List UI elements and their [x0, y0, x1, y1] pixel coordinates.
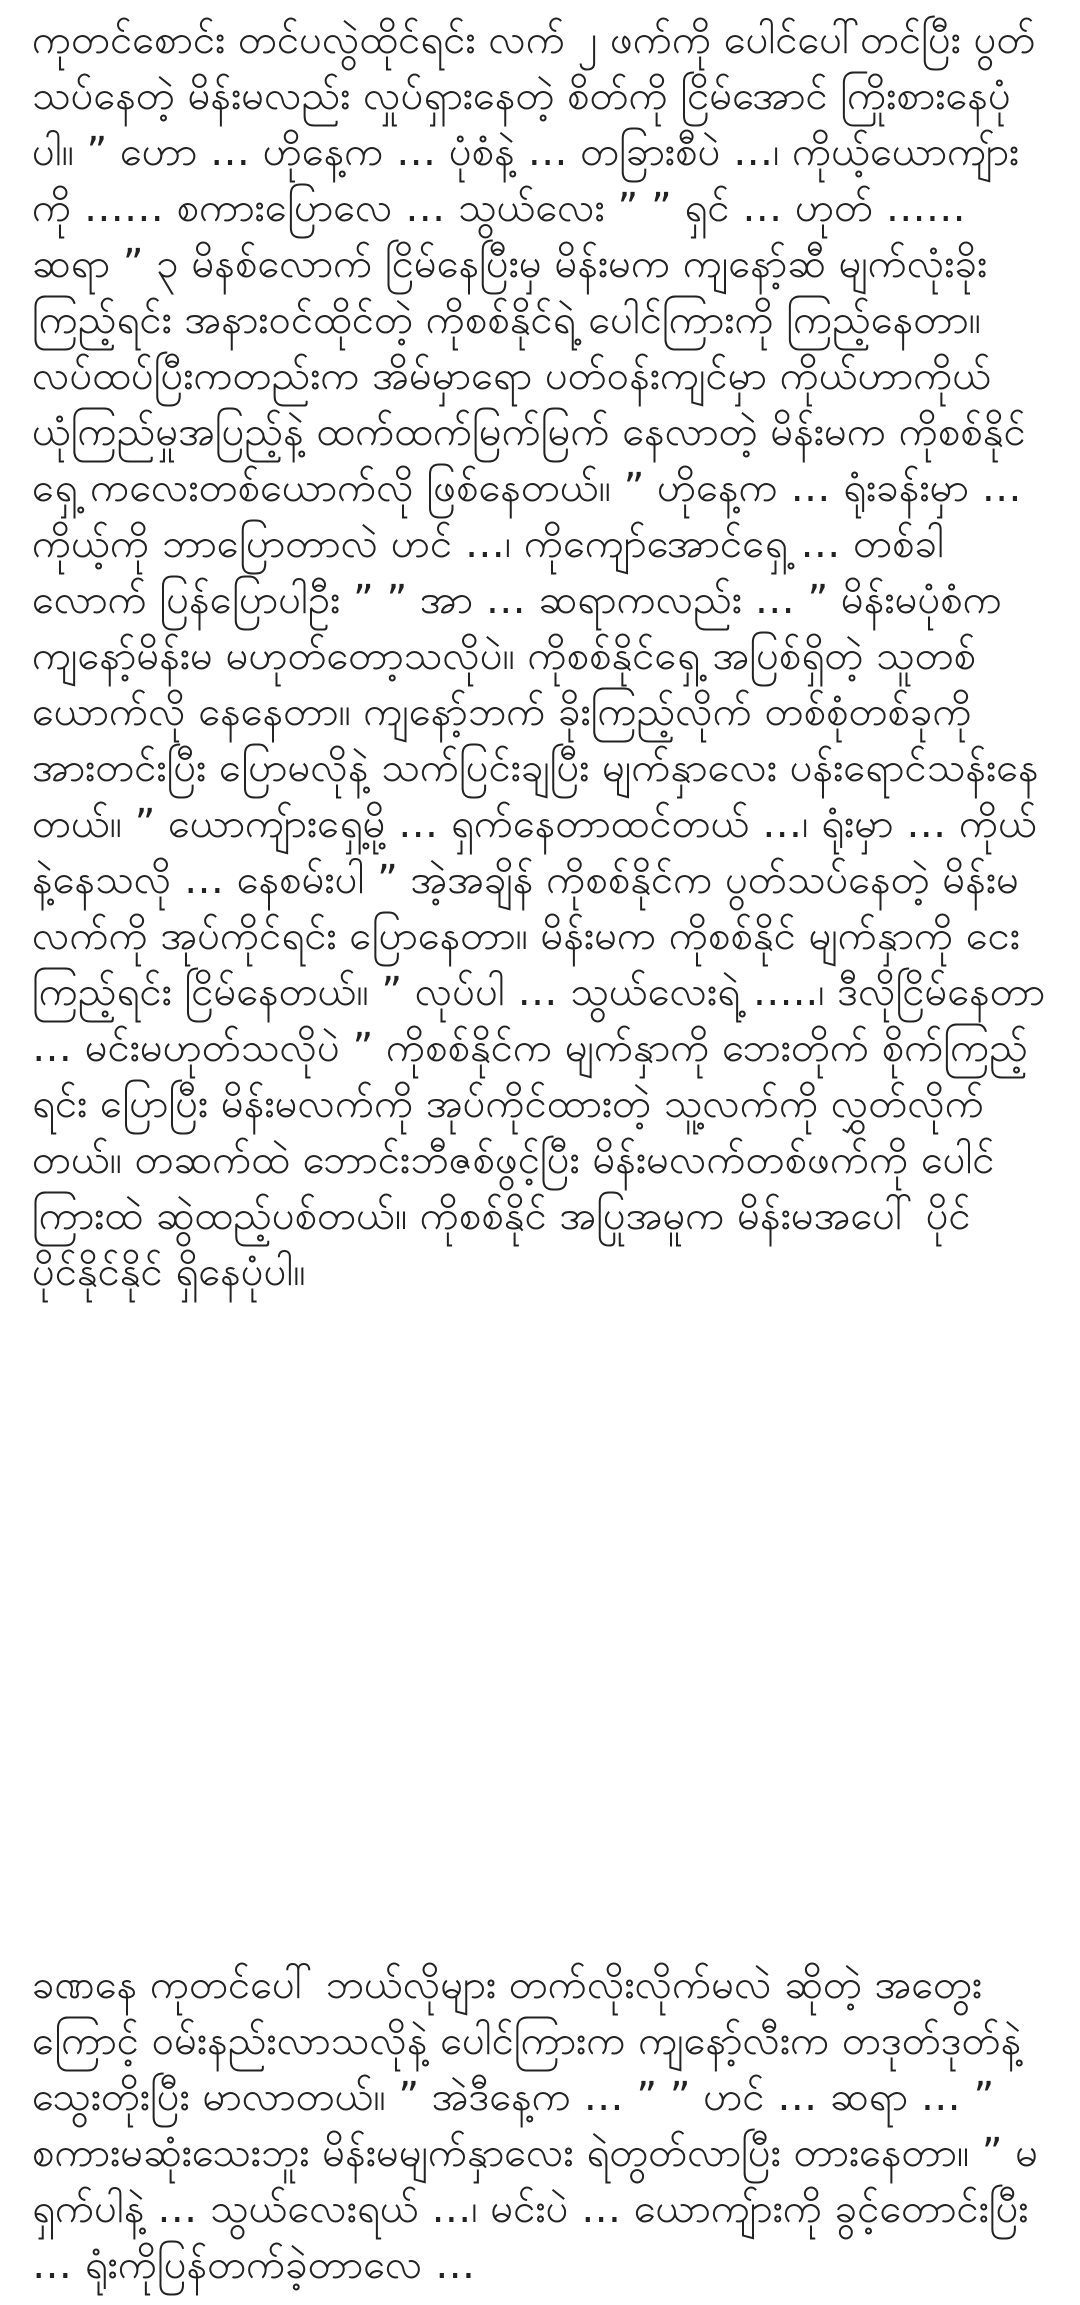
story-paragraph-2: ခဏနေ ကုတင်ပေါ် ဘယ်လိုများ တက်လိုးလိုက်မလဲ ဆိုတဲ့ အတွေးကြောင့် ဝမ်းနည်းလာသလိုနဲ့ ပေါင်ကြားက ကျနော့်လီးက တဒုတ်ဒုတ်နဲ့ သွေးတိုးပြီး မာလာတယ်။ ” အဲဒီနေ့က … ” ” ဟင် … ဆရာ … ” စကားမဆုံးသေးဘူး မိန်းမမျက်နှာလေး ရဲတွတ်လာပြီး တားနေတာ။ ” မရှက်ပါနဲ့ … သွယ်လေးရယ် …၊ မင်းပဲ … ယောကျ်ားကို ခွင့်တောင်းပြီး … ရုံးကိုပြန်တက်ခဲ့တာလေ …: [32, 1962, 1042, 2288]
story-paragraph-1: ကုတင်စောင်း တင်ပလွဲထိုင်ရင်း လက် ၂ ဖက်ကို ပေါင်ပေါ်တင်ပြီး ပွတ်သပ်နေတဲ့ မိန်းမလည်း လှုပ်ရှားနေတဲ့ စိတ်ကို ငြိမ်အောင် ကြိုးစားနေပုံပါ။ ” ဟော … ဟိုနေ့က … ပုံစံနဲ့ … တခြားစီပဲ …၊ ကိုယ့်ယောကျ်ားကို …… စကားပြောလေ … သွယ်လေး ” ” ရှင် … ဟုတ် …… ဆရာ ” ၃ မိနစ်လောက် ငြိမ်နေပြီးမှ မိန်းမက ကျနော့်ဆီ မျက်လုံးခိုးကြည့်ရင်း အနားဝင်ထိုင်တဲ့ ကိုစစ်နိုင်ရဲ့ ပေါင်ကြားကို ကြည့်နေတာ။ လပ်ထပ်ပြီးကတည်းက အိမ်မှာရော ပတ်ဝန်းကျင်မှာ ကိုယ်ဟာကိုယ် ယုံကြည်မှုအပြည့်နဲ့ ထက်ထက်မြက်မြက် နေလာတဲ့ မိန်းမက ကိုစစ်နိုင်ရှေ့ ကလေးတစ်ယောက်လို ဖြစ်နေတယ်။ ” ဟိုနေ့က … ရုံးခန်းမှာ … ကိုယ့်ကို ဘာပြောတာလဲ ဟင် …၊ ကိုကျော်အောင်ရှေ့ … တစ်ခါလောက် ပြန်ပြောပါဦး ” ” အာ … ဆရာကလည်း … ” မိန်းမပုံစံက ကျနော့်မိန်းမ မဟုတ်တော့သလိုပဲ။ ကိုစစ်နိုင်ရှေ့ အပြစ်ရှိတဲ့ သူတစ်ယောက်လို နေနေတာ။ ကျနော့်ဘက် ခိုးကြည့်လိုက် တစ်စုံတစ်ခုကို အားတင်းပြီး ပြောမလိုနဲ့ သက်ပြင်းချပြီး မျက်နှာလေး ပန်းရောင်သန်းနေတယ်။ ” ယောကျ်ားရှေ့မို့ … ရှက်နေတာထင်တယ် …၊ ရုံးမှာ … ကိုယ်နဲ့နေသလို … နေစမ်းပါ ” အဲ့အချိန် ကိုစစ်နိုင်က ပွတ်သပ်နေတဲ့ မိန်းမလက်ကို အုပ်ကိုင်ရင်း ပြောနေတာ။ မိန်းမက ကိုစစ်နိုင် မျက်နှာကို ငေးကြည့်ရင်း ငြိမ်နေတယ်။ ” လုပ်ပါ … သွယ်လေးရဲ့ …..၊ ဒီလိုငြိမ်နေတာ … မင်းမဟုတ်သလိုပဲ ” ကိုစစ်နိုင်က မျက်နှာကို ဘေးတိုက် စိုက်ကြည့်ရင်း ပြောပြီး မိန်းမလက်ကို အုပ်ကိုင်ထားတဲ့ သူ့လက်ကို လွှတ်လိုက်တယ်။ တဆက်ထဲ ဘောင်းဘီဇစ်ဖွင့်ပြီး မိန်းမလက်တစ်ဖက်ကို ပေါင်ကြားထဲ ဆွဲထည့်ပစ်တယ်။ ကိုစစ်နိုင် အပြုအမူက မိန်းမအပေါ် ပိုင်ပိုင်နိုင်နိုင် ရှိနေပုံပါ။: [32, 17, 1058, 1295]
